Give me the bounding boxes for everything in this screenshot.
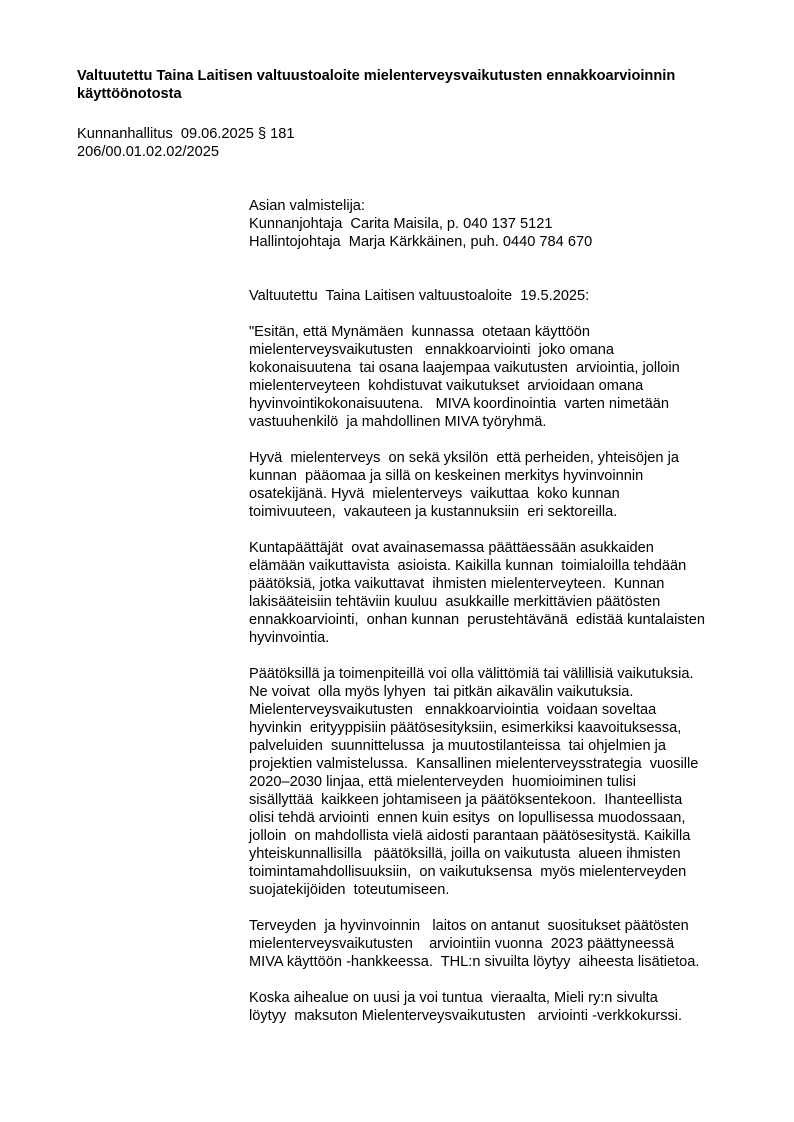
- meeting-info: [77, 125, 294, 161]
- paragraph-line: jolloin on mahdollista vielä aidosti parantaan päätösesitystä. Kaikilla: [249, 828, 691, 844]
- paragraph-line: Koska aihealue on uusi ja voi tuntua vieraalta, Mieli ry:n sivulta: [249, 990, 658, 1006]
- document-body: [249, 197, 749, 1043]
- paragraph-line: Päätöksillä ja toimenpiteillä voi olla välittömiä tai välillisiä vaikutuksia.: [249, 666, 694, 682]
- record-number: 206/00.01.02.02/2025: [77, 144, 220, 160]
- paragraph-line: "Esitän, että Mynämäen kunnassa otetaan käyttöön: [249, 324, 591, 340]
- paragraph-line: Mielenterveysvaikutusten ennakkoarviointia voidaan soveltaa: [249, 702, 657, 718]
- paragraph-line: Hyvä mielenterveys on sekä yksilön että perheiden, yhteisöjen ja: [249, 450, 679, 466]
- meeting-reference: Kunnanhallitus 09.06.2025 § 181: [77, 126, 295, 142]
- paragraph-line: Terveyden ja hyvinvoinnin laitos on antanut suositukset päätösten: [249, 918, 689, 934]
- paragraph-line: mielenterveysvaikutusten arviointiin vuonna 2023 päättyneessä: [249, 936, 675, 952]
- paragraph-line: mielenterveyteen kohdistuvat vaikutukset arvioidaan omana: [249, 378, 644, 394]
- paragraph-line: Kuntapäättäjät ovat avainasemassa päättäessään asukkaiden: [249, 540, 654, 556]
- paragraph-line: Ne voivat olla myös lyhyen tai pitkän aikavälin vaikutuksia.: [249, 684, 634, 700]
- paragraph-line: sisällyttää kaikkeen johtamiseen ja päätöksentekoon. Ihanteellista: [249, 792, 683, 808]
- title-line: käyttöönotosta: [77, 86, 182, 102]
- document-title: [77, 67, 757, 103]
- paragraph-line: kunnan pääomaa ja sillä on keskeinen merkitys hyvinvoinnin: [249, 468, 644, 484]
- paragraph-line: vastuuhenkilö ja mahdollinen MIVA työryhmä.: [249, 414, 547, 430]
- initiative-intro: Valtuutettu Taina Laitisen valtuustoaloite 19.5.2025:: [249, 288, 590, 304]
- paragraph: [249, 323, 749, 431]
- paragraph: [249, 665, 749, 899]
- paragraph-line: mielenterveysvaikutusten ennakkoarviointi joko omana: [249, 342, 615, 358]
- paragraph: [249, 917, 749, 971]
- paragraph: [249, 989, 749, 1025]
- paragraph-line: hyvinvointia.: [249, 630, 330, 646]
- paragraph-line: yhteiskunnallisilla päätöksillä, joilla on vaikutusta alueen ihmisten: [249, 846, 681, 862]
- paragraph-line: löytyy maksuton Mielenterveysvaikutusten arviointi -verkkokurssi.: [249, 1008, 683, 1024]
- paragraph: [249, 539, 749, 647]
- paragraph: [249, 449, 749, 521]
- initiative-intro-block: [249, 287, 749, 305]
- paragraph-line: suojatekijöiden toteutumiseen.: [249, 882, 450, 898]
- paragraph-line: ennakkoarviointi, onhan kunnan perustehtävänä edistää kuntalaisten: [249, 612, 705, 628]
- title-line: Valtuutettu Taina Laitisen valtuustoaloite mielenterveysvaikutusten ennakkoarvioinnin: [77, 68, 676, 84]
- paragraph-line: elämään vaikuttavista asioista. Kaikilla kunnan toimialoilla tehdään: [249, 558, 687, 574]
- paragraph-line: päätöksiä, jotka vaikuttavat ihmisten mielenterveyteen. Kunnan: [249, 576, 665, 592]
- paragraph-line: hyvinkin erityyppisiin päätösesityksiin, esimerkiksi kaavoituksessa,: [249, 720, 682, 736]
- preparers-heading: Asian valmistelija:: [249, 198, 365, 214]
- paragraph-line: hyvinvointikokonaisuutena. MIVA koordinointia varten nimetään: [249, 396, 669, 412]
- paragraph-line: toimivuuteen, vakauteen ja kustannuksiin eri sektoreilla.: [249, 504, 618, 520]
- paragraph-line: olisi tehdä arviointi ennen kuin esitys on lopullisessa muodossaan,: [249, 810, 686, 826]
- paragraph-line: toimintamahdollisuuksiin, on vaikutuksensa myös mielenterveyden: [249, 864, 687, 880]
- paragraph-line: osatekijänä. Hyvä mielenterveys vaikuttaa koko kunnan: [249, 486, 620, 502]
- paragraph-line: projektien valmistelussa. Kansallinen mielenterveysstrategia vuosille: [249, 756, 699, 772]
- paragraph-line: 2020–2030 linjaa, että mielenterveyden huomioiminen tulisi: [249, 774, 636, 790]
- preparer-entry: Hallintojohtaja Marja Kärkkäinen, puh. 0440 784 670: [249, 234, 593, 250]
- initiative-text: [249, 323, 749, 1025]
- paragraph-line: kokonaisuutena tai osana laajempaa vaikutusten arviointia, jolloin: [249, 360, 680, 376]
- preparers-block: [249, 197, 749, 251]
- paragraph-line: lakisääteisiin tehtäviin kuuluu asukkaille merkittävien päätösten: [249, 594, 661, 610]
- paragraph-line: palveluiden suunnittelussa ja muutostilanteissa tai ohjelmien ja: [249, 738, 666, 754]
- preparer-entry: Kunnanjohtaja Carita Maisila, p. 040 137 5121: [249, 216, 553, 232]
- paragraph-line: MIVA käyttöön -hankkeessa. THL:n sivuilta löytyy aiheesta lisätietoa.: [249, 954, 700, 970]
